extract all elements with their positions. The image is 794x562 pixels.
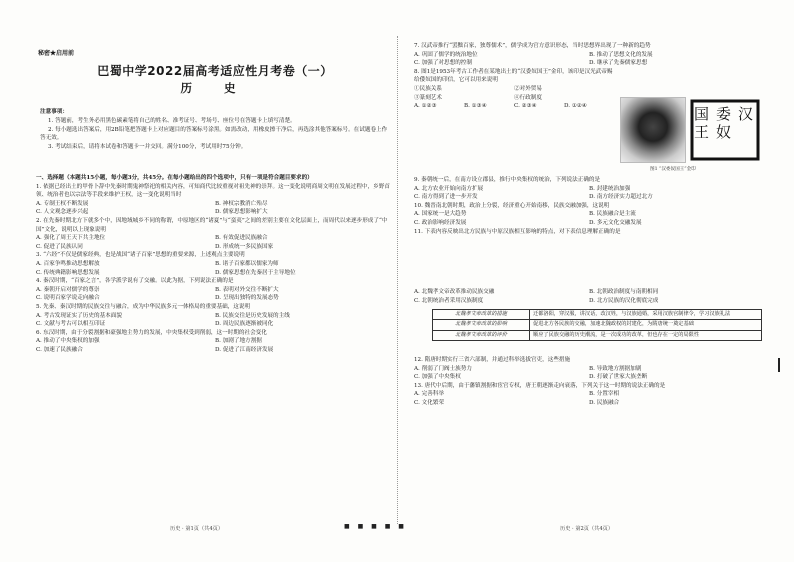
option: D. 继承了先秦儒家思想 xyxy=(589,60,648,67)
notice-item: 3. 考试结束后，请将本试卷和答题卡一并交回。满分100分，考试用时75分钟。 xyxy=(48,143,247,150)
option: B. 神权宗教消亡殆尽 xyxy=(215,200,268,207)
option: A. ①②③ xyxy=(414,103,437,110)
seal-char: 委 xyxy=(716,105,732,123)
question-item xyxy=(414,356,764,382)
gold-seal-photo xyxy=(620,97,686,163)
option: D. 民族融合 xyxy=(589,399,620,406)
right-questions-mid xyxy=(414,176,764,305)
notice-item: 2. 每小题选出答案后，用2B铅笔把答题卡上对应题目的答案标号涂黑。如需改动，用橡皮擦干净后，再选涂其他答案标号。在试题卷上作答无效。 xyxy=(40,126,388,142)
question-item xyxy=(36,183,394,217)
question-options xyxy=(414,185,764,202)
question-stem: 12. 隋唐时期实行三省六部制，并通过科举选拔官吏，这些措施 xyxy=(414,357,571,363)
question-stem: 2. 在先秦时期北方下就多个中，因地域城乡不同的称谓，中原地区的“诸夏”与“蛮夷”之间的差别主要在文化层面上，而周代以来逐步形成了“中国”文化，说明以上现象说明 xyxy=(36,217,388,233)
option: ③篆刻艺术 xyxy=(414,94,442,101)
left-questions xyxy=(36,174,394,354)
option: ④行政制度 xyxy=(514,94,542,101)
question-item xyxy=(414,42,764,68)
option: C. 说明百家学说走向融合 xyxy=(36,295,100,302)
question-stem: 11. 下表内容反映出北方民族与中原汉族相互影响的特点，对下表信息理解正确的是 xyxy=(414,228,621,235)
question-stem: 5. 先秦、秦汉时期的民族交往与融合，成为中华民族多元一体格局的重要基础，这说明 xyxy=(36,303,251,310)
option: A. 削弱了门阀士族势力 xyxy=(414,365,472,372)
table-cell-content: 迁都洛阳，穿汉服，讲汉话，改汉姓，与汉族通婚，采用汉族官制律令，学习汉族礼法 xyxy=(530,310,762,320)
option: D. ①②④ xyxy=(564,103,587,110)
question-stem: 4. 秦汉时期，“百家之言”，各学派学说有了交融。以此为据，下列说法正确的是 xyxy=(36,278,234,285)
option: C. ②③④ xyxy=(514,103,537,110)
option: B. 分置宰相 xyxy=(589,391,620,398)
question-item xyxy=(414,68,614,111)
table-row xyxy=(433,320,762,330)
question-options-combo xyxy=(414,102,614,111)
footer-right: 历史 · 第2页（共4页） xyxy=(560,526,614,532)
option: B. 有效促进民族融合 xyxy=(215,235,268,242)
option: A. 国家统一是大趋势 xyxy=(414,211,467,218)
option: A. 考古发现证实了历史的基本面貌 xyxy=(36,312,122,319)
question-item xyxy=(36,217,394,251)
option: D. 打破了世家大族垄断 xyxy=(589,374,648,381)
option: D. 促进了江南经济发展 xyxy=(215,346,274,353)
question-stem: 6. 东汉时期，由于分裂割据和豪强地主势力的发展，中央集权受到削弱，这一时期的社会变化 xyxy=(36,329,267,336)
question-options xyxy=(414,288,764,305)
notice-heading: 注意事项： xyxy=(40,109,68,115)
table-cell-label: 北魏孝文帝改革的影响 xyxy=(433,320,530,330)
question-options xyxy=(414,365,764,382)
seal-char: 奴 xyxy=(716,123,732,141)
option: A. 北方农业开始向南方扩展 xyxy=(414,185,484,192)
option: A. 强化了周王天下共主地位 xyxy=(36,235,106,242)
option: C. 文化繁荣 xyxy=(414,399,445,406)
figure-caption: 图1 “汉委奴国王”金印 xyxy=(650,167,696,172)
option: C. 加速了民族融合 xyxy=(36,346,83,353)
question-stem: 7. 汉武帝推行“罢黜百家，独尊儒术”，儒学成为官方意识形态，当时思想界出现了一种新的趋势 xyxy=(414,43,651,49)
option: ①民族关系 xyxy=(414,85,442,92)
option: D. 形成统一多民族国家 xyxy=(215,243,274,250)
option: D. 周边民族逐渐被同化 xyxy=(215,321,274,328)
option: A. 巩固了儒学的统治地位 xyxy=(414,51,478,58)
exam-title: 巴蜀中学2022届高考适应性月考卷（一） xyxy=(97,64,333,78)
seal-char: 汉 xyxy=(738,105,754,123)
table-cell-content: 促进北方各民族的交融，加速北魏政权的封建化，为隋唐统一奠定基础 xyxy=(530,320,762,330)
question-item xyxy=(36,303,394,329)
footer-left: 历史 · 第1页（共4页） xyxy=(170,526,224,532)
option: C. 传统典籍影响思想发展 xyxy=(36,269,100,276)
option: C. 政治影响经济发展 xyxy=(414,219,467,226)
option: B. 北朝政治制度与南朝相同 xyxy=(589,289,659,296)
option: C. 促进了民族认同 xyxy=(36,243,83,250)
question-options xyxy=(36,260,394,277)
question-options xyxy=(36,286,394,303)
question-options xyxy=(414,210,764,227)
question-options xyxy=(414,85,614,102)
table-cell-label: 北魏孝文帝改革的措施 xyxy=(433,310,530,320)
option: A. 百家争鸣推动思想解放 xyxy=(36,260,100,267)
option: B. 封建统治加强 xyxy=(589,185,631,192)
option: C. 北朝统治者采用汉族制度 xyxy=(414,297,484,304)
table-cell-label: 北魏孝文帝改革的评价 xyxy=(433,330,530,340)
exam-subject: 历 史 xyxy=(180,81,250,95)
question-options xyxy=(36,200,394,217)
footer-center: ■ ■ ■ ■ ■ xyxy=(344,523,407,530)
right-questions-bottom xyxy=(414,356,764,408)
question-stem: 1. 依据已经出土的甲骨卜辞中先秦时期鬼神祭祀的相关内容，可知商代比较重视对祖先神的崇拜。这一变化说明商周文明在发展过程中，乡野首领、统治者也以宗法等手段来维护王权，这一变化说明当时 xyxy=(36,183,390,199)
option: A. 北魏孝文帝改革推动民族交融 xyxy=(414,289,495,296)
question-item xyxy=(414,202,764,228)
table-cell-content: 顺应了民族交融的历史潮流，是一次成功的改革，但也存在一定的局限性 xyxy=(530,330,762,340)
question-item xyxy=(414,228,764,306)
question-item xyxy=(414,382,764,408)
option: D. 儒家思想在先秦居于主导地位 xyxy=(215,269,296,276)
table-row xyxy=(433,310,762,320)
option: D. 呈现出独特的发展态势 xyxy=(215,295,279,302)
seal-imprint xyxy=(690,99,760,161)
option: C. 加强了对思想的控制 xyxy=(414,60,472,67)
option: D. 多元文化交融发展 xyxy=(589,219,642,226)
question-item xyxy=(36,329,394,355)
option: B. 加剧了地方割据 xyxy=(215,338,262,345)
question-11-table xyxy=(432,309,762,341)
option: D. 南方经济实力超过北方 xyxy=(589,194,653,201)
question-options xyxy=(36,234,394,251)
question-options xyxy=(36,312,394,329)
option: B. 民族交往是历史发展的主线 xyxy=(215,312,290,319)
option: ②对外贸易 xyxy=(514,85,542,92)
question-stem: 9. 秦朝统一后，在南方设立郡县，推行中央集权的统治，下列说法正确的是 xyxy=(414,177,601,183)
seal-char: 国 xyxy=(694,105,710,123)
column-divider xyxy=(397,36,398,524)
option: B. 导致地方割据加剧 xyxy=(589,365,642,372)
notice-section xyxy=(40,108,390,151)
question-options xyxy=(414,51,764,68)
option: A. 完善科举 xyxy=(414,391,444,398)
option: A. 专制王权不断发展 xyxy=(36,200,89,207)
question-item xyxy=(414,176,764,202)
option: C. 人文观念逐步兴起 xyxy=(36,209,89,216)
question-item xyxy=(36,277,394,303)
question-options xyxy=(36,337,394,354)
question-stem: 3. “六经”不仅是儒家经典，也是战国“诸子百家”思想的重要来源，上述观点主要说明 xyxy=(36,252,245,259)
option: C. 南方得到了进一步开发 xyxy=(414,194,478,201)
question-stem: 10. 魏晋南北朝时期，政治上分裂，经济重心开始南移，民族交融加强，这说明 xyxy=(414,202,610,209)
secret-label: 秘密★启用前 xyxy=(38,50,75,57)
question-item xyxy=(36,251,394,277)
seal-char: 王 xyxy=(694,123,710,141)
question-options xyxy=(414,390,764,407)
question-stem: 8. 图1是1953年考古工作者在某地出土的“汉委奴国王”金印，该印是汉光武帝赐给倭奴国的印信，它可以用来说明 xyxy=(414,68,613,84)
option: A. 推动了中央集权的加强 xyxy=(36,338,100,345)
notice-item: 1. 答题前，考生务必用黑色碳素笔将自己的姓名、准考证号、考场号、座位号在答题卡上填写清楚。 xyxy=(48,118,296,125)
option: A. 秦朝开启对儒学的尊崇 xyxy=(36,286,100,293)
option: B. 表明对外交往不断扩大 xyxy=(215,286,279,293)
option: B. ①③④ xyxy=(464,103,487,110)
option: C. 加强了中央集权 xyxy=(414,374,461,381)
section-heading: 一、选择题（本题共15小题，每小题3分，共45分。在每小题给出的四个选项中，只有一项是符合题目要求的） xyxy=(36,175,313,181)
option: B. 民族融合是主流 xyxy=(589,211,636,218)
option: B. 诸子百家都以儒家为师 xyxy=(215,260,279,267)
option: D. 北方民族的汉化彻底完成 xyxy=(589,297,659,304)
question-stem: 13. 唐代中后期，由于藩镇割据和宦官专权，唐王朝逐渐走向衰落，下列关于这一时期的说法正确的是 xyxy=(414,382,666,389)
option: D. 儒家思想影响扩大 xyxy=(215,209,268,216)
option: C. 文献与考古可以相互印证 xyxy=(36,321,106,328)
table-row xyxy=(433,330,762,340)
edge-mark xyxy=(778,358,780,372)
option: B. 推动了思想文化的发展 xyxy=(589,51,653,58)
